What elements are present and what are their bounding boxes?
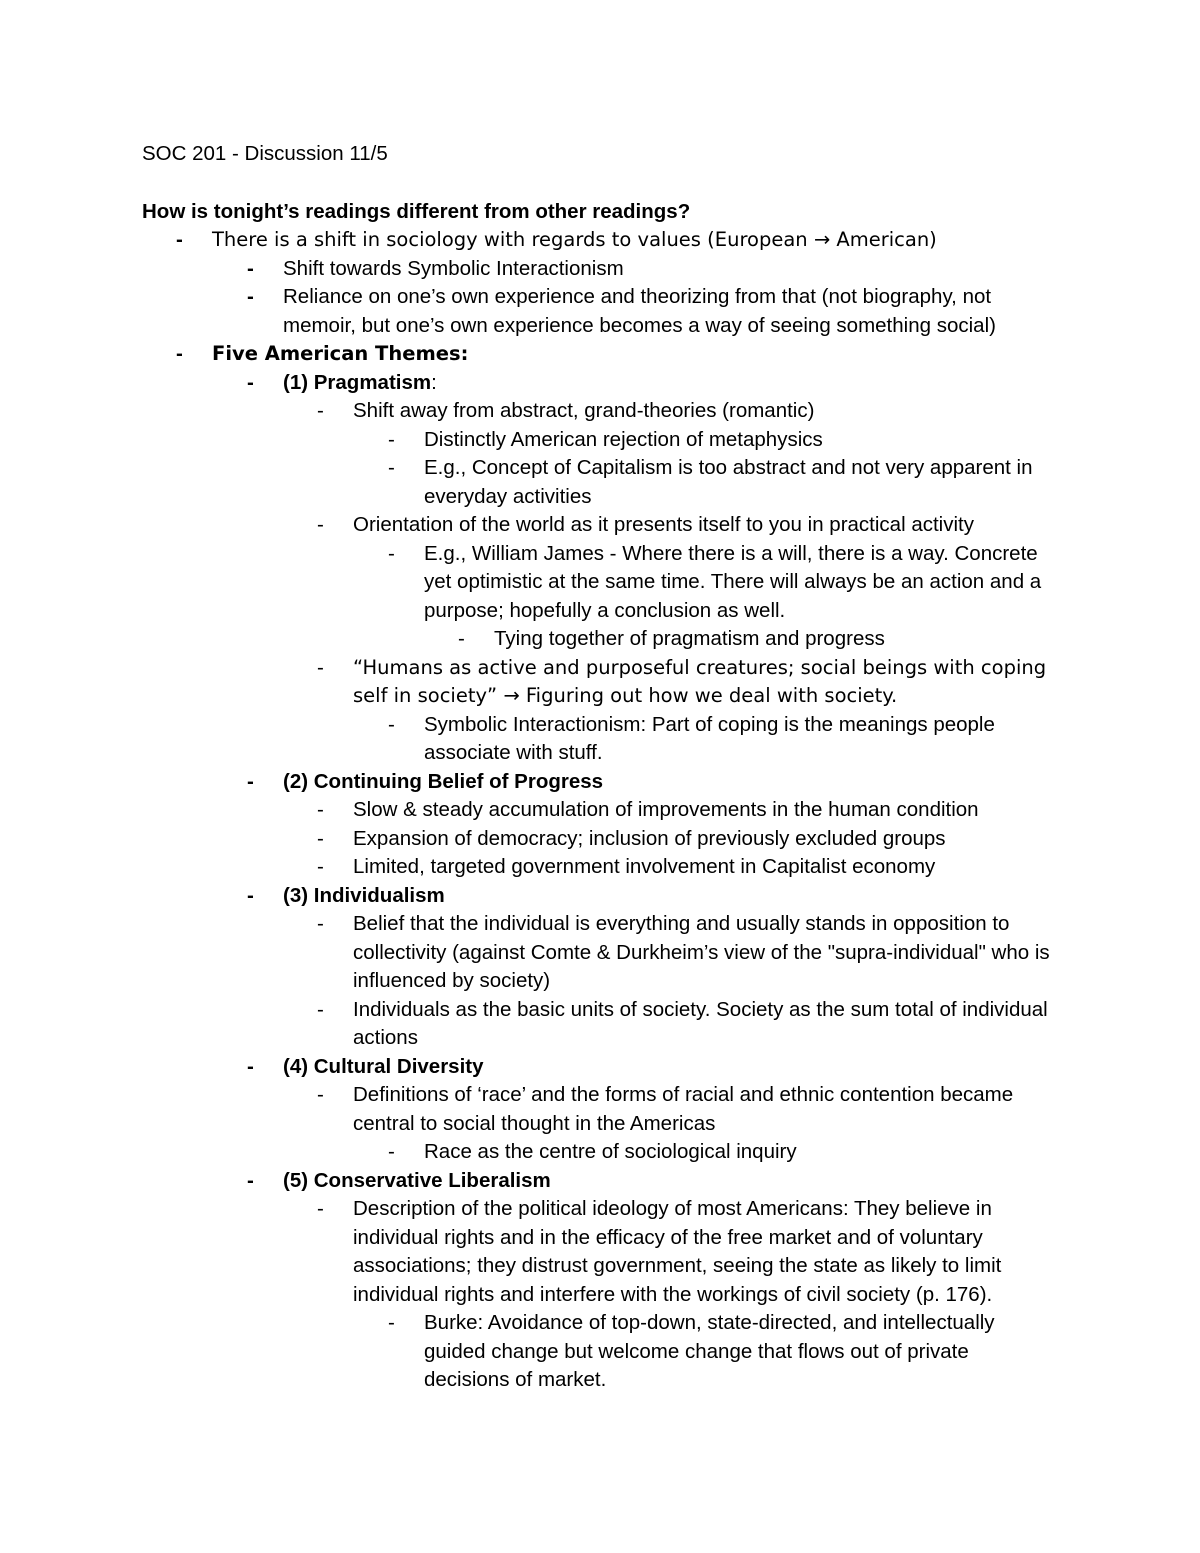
bullet-dash: - <box>247 285 254 308</box>
outline-item-text: Belief that the individual is everything and usually stands in opposition to collectivity (against Comte & Durkheim’s view of the "supra-individual" who is influenced by society) <box>353 912 1050 992</box>
bullet-dash: - <box>247 1054 254 1078</box>
outline-item-level-2 <box>247 1167 1063 1196</box>
section-heading: How is tonight’s readings different from other readings? <box>142 200 691 223</box>
outline-item-text: Reliance on one’s own experience and theorizing from that (not biography, not memoir, but one’s own experience becomes a way of seeing something social) <box>283 285 996 337</box>
outline-item-text: Distinctly American rejection of metaphysics <box>424 427 823 451</box>
outline-item-text: E.g., Concept of Capitalism is too abstract and not very apparent in everyday activities <box>424 456 1033 508</box>
bullet-dash: - <box>317 399 324 422</box>
outline-item-level-4 <box>388 426 1054 455</box>
bullet-dash: - <box>388 1311 395 1334</box>
bullet-dash: - <box>388 541 395 565</box>
outline-item-level-4 <box>388 711 1054 768</box>
bullet-dash: - <box>317 826 324 850</box>
bullet-dash: - <box>247 256 254 280</box>
outline-item-text: Symbolic Interactionism: Part of coping is the meanings people associate with stuff. <box>424 712 995 764</box>
bullet-dash: - <box>317 1083 324 1106</box>
outline-item-level-3 <box>317 825 1053 854</box>
outline-item-text: There is a shift in sociology with regards to values (European → American) <box>212 228 937 251</box>
outline-item-text: “Humans as active and purposeful creatures; social beings with coping self in society” → Figuring out how we deal with society. <box>353 655 1047 707</box>
bullet-dash: - <box>317 655 324 679</box>
bullet-dash: - <box>388 1140 395 1163</box>
bullet-dash: - <box>458 627 465 650</box>
outline-item-level-3 <box>317 853 1053 882</box>
theme-label: (4) Cultural Diversity <box>283 1054 484 1078</box>
outline-item-level-3 <box>317 796 1053 825</box>
bullet-dash: - <box>176 228 183 251</box>
outline-item-level-3 <box>317 654 1053 711</box>
outline-item-text: Individuals as the basic units of society. Society as the sum total of individual actions <box>353 997 1048 1049</box>
notes-outline <box>0 226 1200 1395</box>
bullet-dash: - <box>247 1168 254 1192</box>
theme-label: (1) Pragmatism <box>283 370 432 394</box>
bullet-dash: - <box>317 798 324 821</box>
outline-item-level-2 <box>247 882 1063 911</box>
bullet-dash: - <box>247 769 254 793</box>
outline-item-level-4 <box>388 540 1054 626</box>
theme-label: (3) Individualism <box>283 883 445 907</box>
outline-item-text: Description of the political ideology of most Americans: They believe in individual rights and in the efficacy of the free market and of voluntary associations; they distrust government, seeing the state as likely to limit individual rights and interfere with the workings of civil society (p. 176). <box>353 1197 1002 1306</box>
outline-item-text: Shift towards Symbolic Interactionism <box>283 256 624 280</box>
bullet-dash: - <box>317 855 324 878</box>
theme-label: (2) Continuing Belief of Progress <box>283 769 604 793</box>
bullet-dash: - <box>388 427 395 451</box>
outline-item-text: Burke: Avoidance of top-down, state-directed, and intellectually guided change but welcome change that flows out of private decisions of market. <box>424 1311 995 1391</box>
bullet-dash: - <box>247 370 254 394</box>
bullet-dash: - <box>317 912 324 935</box>
bullet-dash: - <box>317 513 324 536</box>
outline-item-text: Limited, targeted government involvement in Capitalist economy <box>353 855 936 878</box>
outline-item-level-2 <box>247 1053 1063 1082</box>
outline-item-level-4 <box>388 454 1054 511</box>
outline-item-level-3 <box>317 1081 1053 1138</box>
outline-item-level-2 <box>247 255 1063 284</box>
outline-item-text: : <box>431 370 437 394</box>
bullet-dash: - <box>388 456 395 479</box>
outline-item-level-3 <box>317 511 1053 540</box>
outline-item-level-1 <box>176 340 1072 369</box>
outline-item-level-3 <box>317 1195 1053 1309</box>
outline-item-text: Expansion of democracy; inclusion of previously excluded groups <box>353 826 946 850</box>
outline-item-text: Tying together of pragmatism and progress <box>494 627 885 650</box>
outline-item-level-4 <box>388 1309 1054 1395</box>
bullet-dash: - <box>247 883 254 907</box>
outline-item-level-2 <box>247 369 1063 398</box>
document-title: SOC 201 - Discussion 11/5 <box>142 142 388 165</box>
outline-item-level-1 <box>176 226 1072 255</box>
outline-item-text: Definitions of ‘race’ and the forms of racial and ethnic contention became central to social thought in the Americas <box>353 1083 1014 1135</box>
outline-item-text: Shift away from abstract, grand-theories (romantic) <box>353 399 815 422</box>
bullet-dash: - <box>317 997 324 1021</box>
bullet-dash: - <box>317 1197 324 1220</box>
outline-item-level-5 <box>458 625 1054 654</box>
outline-item-level-3 <box>317 996 1053 1053</box>
outline-item-level-3 <box>317 910 1053 996</box>
outline-item-text: Orientation of the world as it presents itself to you in practical activity <box>353 513 974 536</box>
outline-item-text: Race as the centre of sociological inquiry <box>424 1140 797 1163</box>
outline-item-level-2 <box>247 768 1063 797</box>
outline-item-level-2 <box>247 283 1063 340</box>
outline-item-text: Slow & steady accumulation of improvements in the human condition <box>353 798 979 821</box>
outline-item-level-3 <box>317 397 1053 426</box>
outline-item-text: Five American Themes: <box>212 342 469 365</box>
outline-item-level-4 <box>388 1138 1054 1167</box>
theme-label: (5) Conservative Liberalism <box>283 1168 551 1192</box>
bullet-dash: - <box>388 712 395 736</box>
outline-item-text: E.g., William James - Where there is a will, there is a way. Concrete yet optimistic at the same time. There will always be an action and a purpose; hopefully a conclusion as well. <box>424 541 1042 622</box>
bullet-dash: - <box>176 342 183 365</box>
